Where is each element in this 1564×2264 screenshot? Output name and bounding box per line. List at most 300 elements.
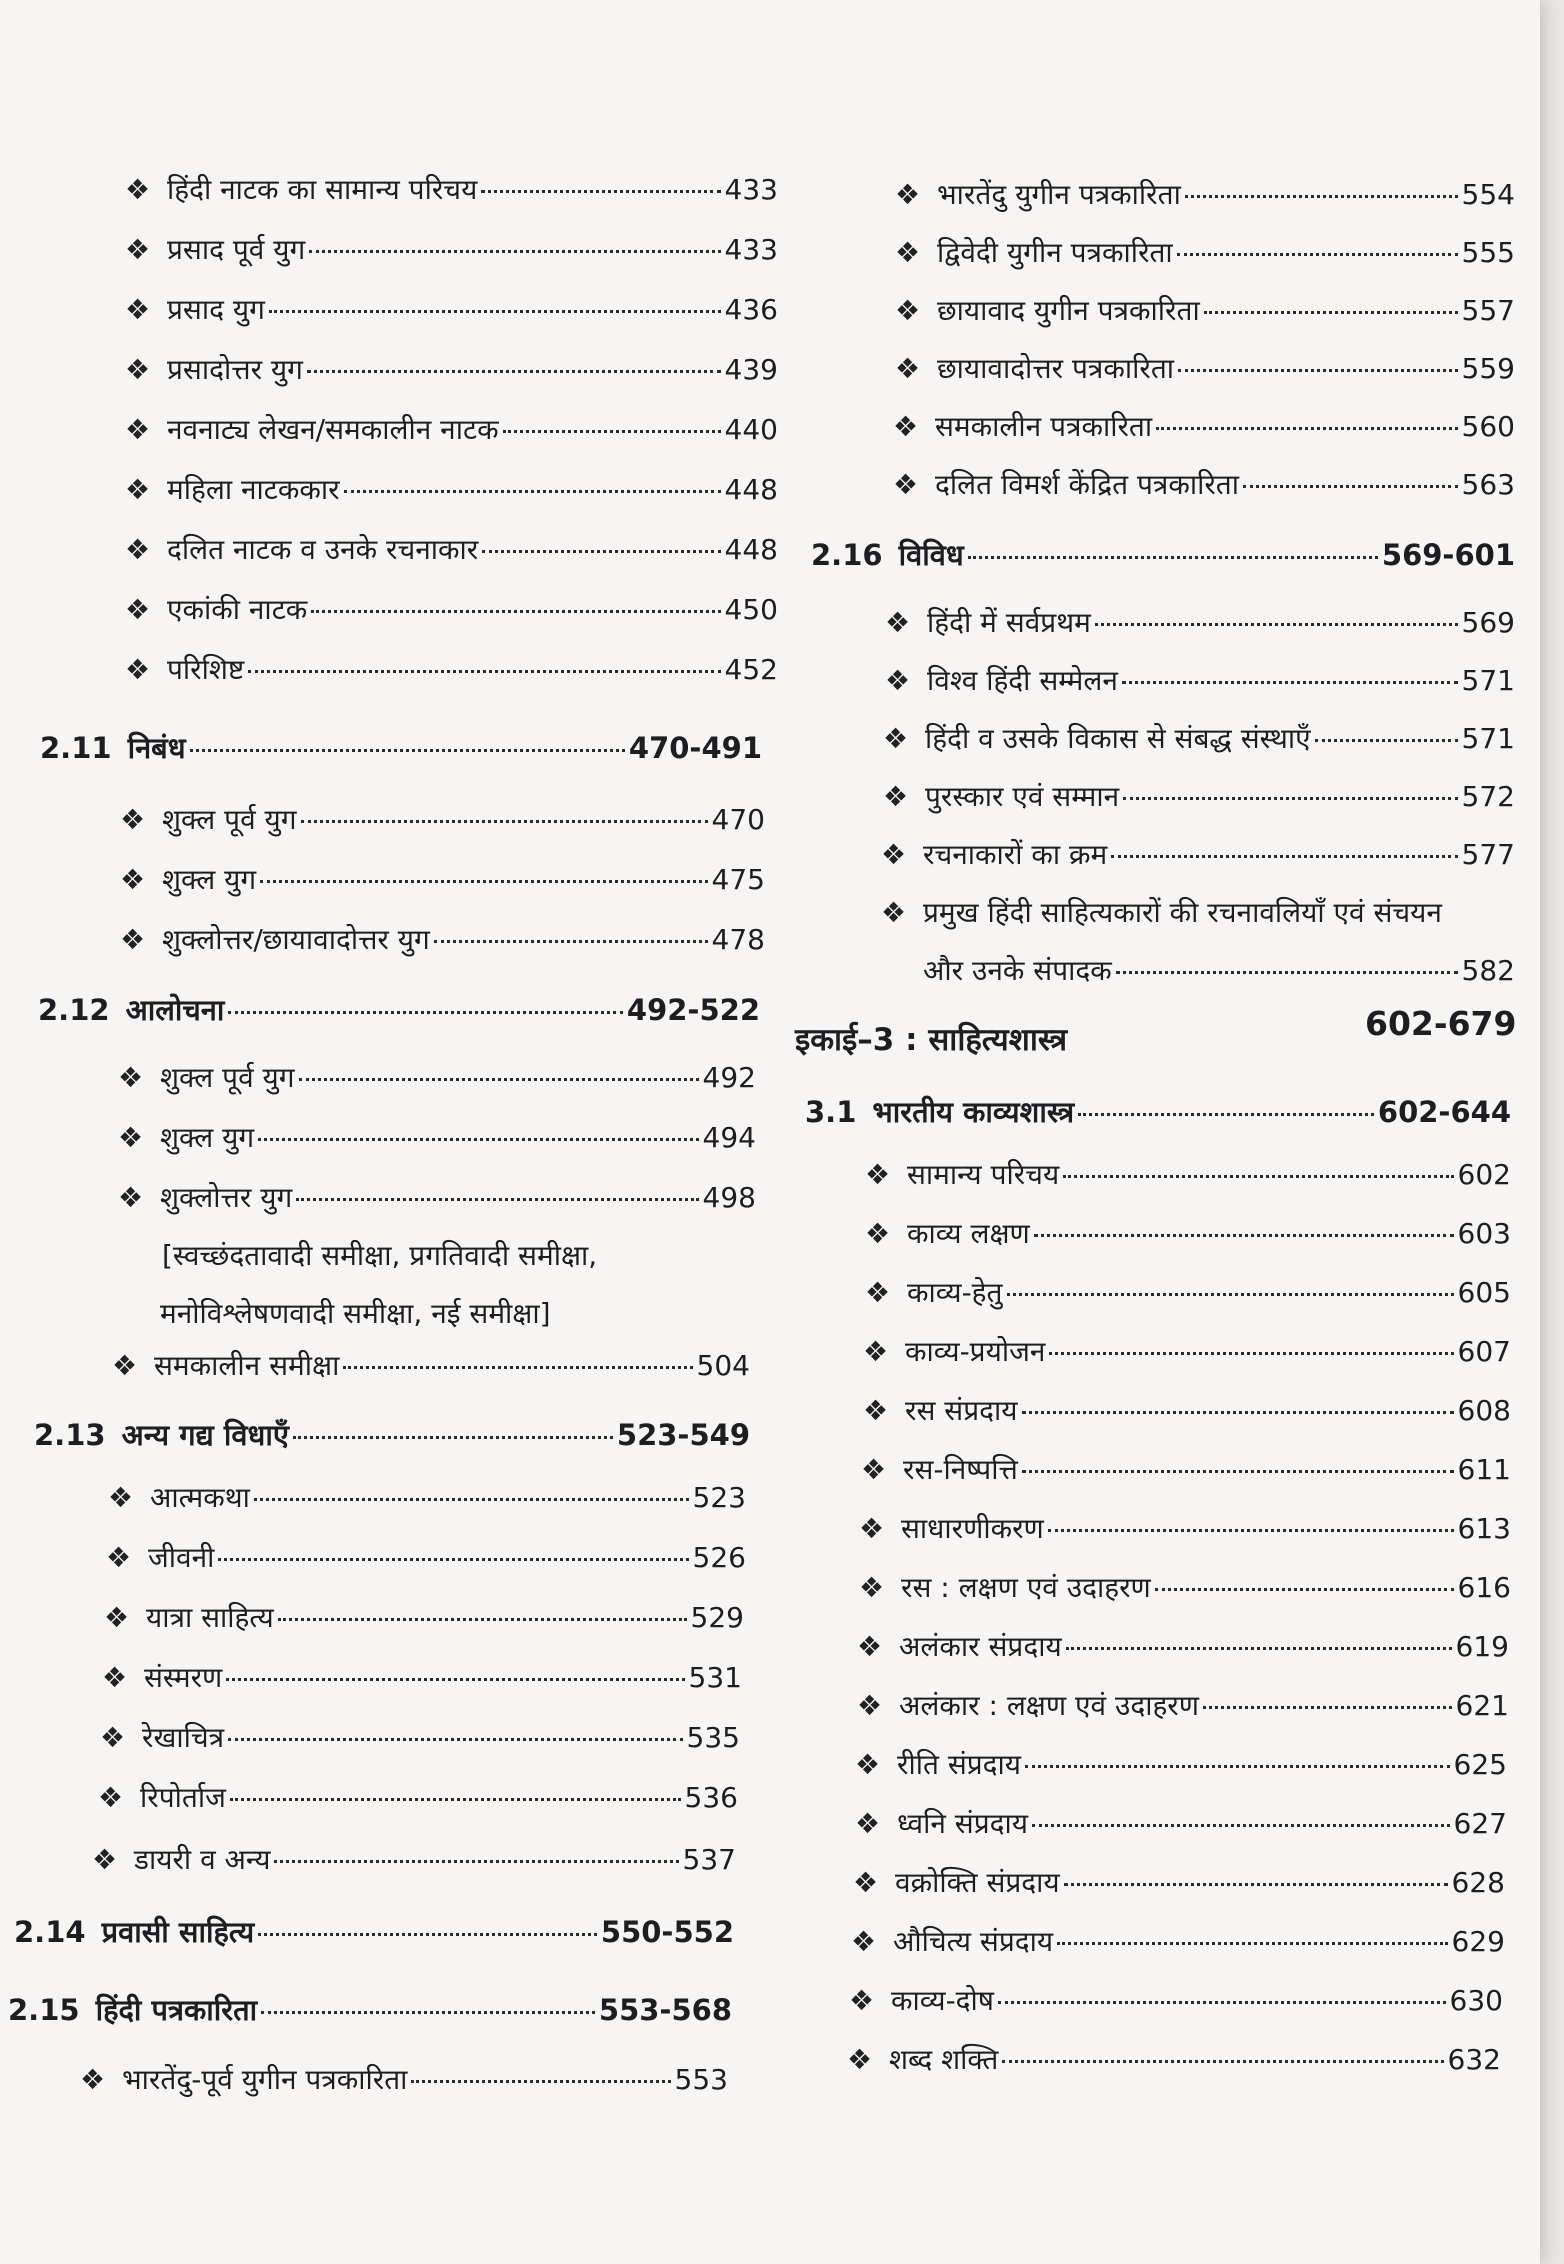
toc-entry [865,1273,1511,1311]
bullet-icon: ❖ [863,1335,889,1368]
toc-entry-page: 571 [1461,722,1515,755]
toc-entry-page: 436 [724,293,778,326]
section-number: 3.1 [805,1095,857,1129]
section-number: 2.15 [8,1993,80,2027]
toc-entry [895,349,1515,387]
toc-entry-page: 627 [1453,1807,1507,1840]
toc-entry-page: 605 [1457,1276,1511,1309]
dot-leader [1095,623,1458,626]
bullet-icon: ❖ [125,173,151,206]
bullet-icon: ❖ [855,1807,881,1840]
dot-leader [228,1738,682,1741]
toc-entry-page: 537 [682,1843,736,1876]
toc-entry-page: 433 [724,233,778,266]
toc-entry [104,1598,744,1636]
bullet-icon: ❖ [125,293,151,326]
bullet-icon: ❖ [893,410,919,443]
dot-leader [343,1366,692,1369]
bullet-icon: ❖ [895,294,921,327]
toc-section-2-11 [40,728,762,767]
section-title: हिंदी पत्रकारिता [95,1993,258,2027]
dot-leader [309,250,720,253]
toc-entry [106,1538,746,1576]
toc-entry-label: प्रसाद पूर्व युग [167,233,306,266]
dot-leader [1116,971,1458,974]
toc-entry-page: 478 [711,923,765,956]
toc-entry-page: 557 [1461,294,1515,327]
toc-entry-label: रस-निष्पत्ति [903,1453,1018,1486]
toc-entry [847,2040,1501,2078]
toc-entry-label: एकांकी नाटक [167,593,308,626]
toc-entry-continuation [923,951,1515,989]
toc-entry [125,170,778,208]
bullet-icon: ❖ [118,1181,144,1214]
bullet-icon: ❖ [125,413,151,446]
toc-entry-page: 560 [1461,410,1515,443]
toc-entry-label: और उनके संपादक [923,954,1112,987]
dot-leader [218,1558,688,1561]
toc-entry-label: छायावादोत्तर पत्रकारिता [937,352,1175,385]
toc-entry-label: रस संप्रदाय [905,1394,1018,1427]
bullet-icon: ❖ [895,352,921,385]
dot-leader [1063,1175,1453,1178]
dot-leader [481,190,720,193]
dot-leader [344,490,721,493]
toc-entry-page: 630 [1449,1984,1503,2017]
section-pages: 470-491 [628,731,762,765]
toc-entry-page: 450 [724,593,778,626]
toc-entry-label: संस्मरण [144,1661,223,1694]
bullet-icon: ❖ [125,653,151,686]
dot-leader [254,1498,689,1501]
toc-entry-page: 433 [724,173,778,206]
section-pages: 569-601 [1381,538,1515,572]
bullet-icon: ❖ [118,1061,144,1094]
dot-leader [258,1138,698,1141]
dot-leader [307,370,721,373]
bullet-icon: ❖ [108,1481,134,1514]
toc-entry [100,1718,740,1756]
toc-entry-page: 475 [711,863,765,896]
toc-entry-label: शुक्ल युग [160,1121,255,1154]
bullet-icon: ❖ [865,1158,891,1191]
toc-entry [863,1332,1511,1370]
toc-entry-page: 582 [1461,954,1515,987]
toc-entry-page: 559 [1461,352,1515,385]
toc-entry-label: महिला नाटककार [167,473,340,506]
dot-leader [1078,1113,1374,1116]
dot-leader [1155,1588,1454,1591]
toc-entry-page: 621 [1455,1689,1509,1722]
toc-entry-label: डायरी व अन्य [134,1843,271,1876]
toc-entry-label: पुरस्कार एवं सम्मान [925,780,1120,813]
bullet-icon: ❖ [865,1276,891,1309]
toc-entry-page: 625 [1453,1748,1507,1781]
bullet-icon: ❖ [865,1217,891,1250]
toc-entry [851,1922,1505,1960]
toc-entry-label: यात्रा साहित्य [146,1601,274,1634]
toc-entry-label: रचनाकारों का क्रम [923,838,1108,871]
section-pages: 553-568 [598,1993,732,2027]
dot-leader [434,940,708,943]
dot-leader [1204,311,1458,314]
toc-entry [102,1658,742,1696]
dot-leader [226,1678,684,1681]
toc-entry-label: रेखाचित्र [142,1721,225,1754]
toc-entry-page: 555 [1461,236,1515,269]
toc-entry [125,530,778,568]
toc-entry-page: 492 [702,1061,756,1094]
toc-entry-page: 470 [711,803,765,836]
section-title: आलोचना [125,993,225,1027]
toc-section-2-12 [38,990,760,1029]
bullet-icon: ❖ [863,1394,889,1427]
toc-entry [881,835,1515,873]
unit-title: इकाई–3 : साहित्यशास्त्र [795,1022,1068,1058]
toc-entry-page: 629 [1451,1925,1505,1958]
dot-leader [258,1933,597,1936]
toc-section-2-13 [34,1415,750,1454]
bullet-icon: ❖ [102,1661,128,1694]
bullet-icon: ❖ [855,1748,881,1781]
dot-leader [1049,1352,1453,1355]
toc-entry-label: सामान्य परिचय [907,1158,1060,1191]
toc-entry-label: काव्य-प्रयोजन [905,1335,1046,1368]
toc-entry [125,350,778,388]
dot-leader [1034,1234,1454,1237]
toc-entry-label: औचित्य संप्रदाय [893,1925,1054,1958]
dot-leader [228,1011,622,1014]
toc-entry-label: रिपोर्ताज [140,1781,226,1814]
toc-entry [893,465,1515,503]
bullet-icon: ❖ [861,1453,887,1486]
bullet-icon: ❖ [118,1121,144,1154]
dot-leader [278,1618,687,1621]
bullet-icon: ❖ [92,1843,118,1876]
toc-entry-label: विश्व हिंदी सम्मेलन [927,664,1118,697]
dot-leader [1007,1293,1454,1296]
bullet-icon: ❖ [125,233,151,266]
section-number: 2.13 [34,1418,106,1452]
toc-entry-page: 526 [692,1541,746,1574]
toc-entry [865,1155,1511,1193]
section-title: अन्य गद्य विधाएँ [121,1418,289,1452]
toc-entry-page: 577 [1461,838,1515,871]
toc-entry [125,650,778,688]
section-pages: 492-522 [626,993,760,1027]
toc-entry [125,410,778,448]
section-number: 2.11 [40,731,112,765]
dot-leader [274,1860,678,1863]
toc-entry [857,1686,1509,1724]
toc-entry-page: 616 [1457,1571,1511,1604]
section-title: विविध [898,538,964,572]
toc-entry-page: 571 [1461,664,1515,697]
dot-leader [1032,1824,1450,1827]
dot-leader [968,556,1378,559]
section-pages: 550-552 [600,1915,734,1949]
toc-entry-label: छायावाद युगीन पत्रकारिता [937,294,1200,327]
toc-entry [855,1745,1507,1783]
toc-entry-page: 440 [724,413,778,446]
dot-leader [1177,253,1458,256]
toc-entry [895,175,1515,213]
dot-leader [230,1798,681,1801]
toc-entry-label: भारतेंदु-पूर्व युगीन पत्रकारिता [122,2063,408,2096]
bullet-icon: ❖ [857,1689,883,1722]
toc-entry-label: जीवनी [148,1541,215,1574]
dot-leader [482,550,720,553]
bullet-icon: ❖ [895,236,921,269]
dot-leader [1185,195,1458,198]
toc-entry-label: हिंदी व उसके विकास से संबद्ध संस्थाएँ [925,722,1311,755]
dot-leader [1066,1647,1452,1650]
toc-entry-label: समकालीन पत्रकारिता [935,410,1153,443]
section-number: 2.16 [811,538,883,572]
bullet-icon: ❖ [125,473,151,506]
toc-entry-page: 553 [674,2063,728,2096]
toc-entry-label: साधारणीकरण [901,1512,1044,1545]
toc-entry [118,1118,756,1156]
toc-entry-label: वक्रोक्ति संप्रदाय [895,1866,1060,1899]
toc-entry-page: 523 [692,1481,746,1514]
toc-entry-label: प्रसादोत्तर युग [167,353,303,386]
toc-entry [108,1478,746,1516]
toc-entry [125,290,778,328]
toc-entry-label: प्रमुख हिंदी साहित्यकारों की रचनावलियाँ एवं संचयन [923,896,1442,929]
toc-note-line: मनोविश्लेषणवादी समीक्षा, नई समीक्षा] [160,1297,551,1330]
toc-entry-page: 529 [690,1601,744,1634]
bullet-icon: ❖ [125,593,151,626]
toc-entry [865,1214,1511,1252]
dot-leader [1122,681,1458,684]
toc-entry-page: 619 [1455,1630,1509,1663]
toc-entry-label: रीति संप्रदाय [897,1748,1022,1781]
bullet-icon: ❖ [120,923,146,956]
bullet-icon: ❖ [895,178,921,211]
toc-entry [883,777,1515,815]
toc-entry-label: आत्मकथा [150,1481,250,1514]
toc-entry [118,1058,756,1096]
toc-entry [895,233,1515,271]
bullet-icon: ❖ [104,1601,130,1634]
toc-entry-page: 632 [1447,2043,1501,2076]
toc-entry-label: दलित विमर्श केंद्रित पत्रकारिता [935,468,1239,501]
toc-entry-page: 494 [702,1121,756,1154]
toc-entry-page: 498 [702,1181,756,1214]
dot-leader [998,2001,1446,2004]
dot-leader [311,610,720,613]
toc-entry-label: अलंकार संप्रदाय [899,1630,1062,1663]
bullet-icon: ❖ [851,1925,877,1958]
toc-entry-label: शुक्ल पूर्व युग [160,1061,295,1094]
bullet-icon: ❖ [120,803,146,836]
dot-leader [190,749,625,752]
dot-leader [411,2080,670,2083]
dot-leader [261,2011,595,2014]
dot-leader [248,670,720,673]
toc-entry [849,1981,1503,2019]
toc-entry [859,1509,1511,1547]
bullet-icon: ❖ [849,1984,875,2017]
section-title: प्रवासी साहित्य [101,1915,255,1949]
toc-entry-label: द्विवेदी युगीन पत्रकारिता [937,236,1173,269]
toc-entry-label: दलित नाटक व उनके रचनाकार [167,533,479,566]
dot-leader [1315,739,1458,742]
bullet-icon: ❖ [883,722,909,755]
toc-entry [120,800,765,838]
section-pages: 602-644 [1377,1095,1511,1129]
toc-entry-page: 572 [1461,780,1515,813]
toc-entry-page: 536 [684,1781,738,1814]
toc-entry-label: काव्य-दोष [891,1984,994,2017]
toc-entry [863,1391,1511,1429]
toc-entry [80,2060,728,2098]
toc-section-3-1 [805,1092,1511,1131]
bullet-icon: ❖ [98,1781,124,1814]
dot-leader [1203,1706,1452,1709]
toc-entry-page: 603 [1457,1217,1511,1250]
toc-entry-label: शब्द शक्ति [889,2043,999,2076]
toc-entry-label: भारतेंदु युगीन पत्रकारिता [937,178,1181,211]
toc-entry-label: शुक्लोत्तर/छायावादोत्तर युग [162,923,430,956]
toc-note-line: [स्वच्छंदतावादी समीक्षा, प्रगतिवादी समीक्षा, [162,1239,598,1272]
dot-leader [1156,427,1457,430]
toc-section-2-16 [811,535,1515,574]
dot-leader [269,310,721,313]
toc-entry [861,1450,1511,1488]
bullet-icon: ❖ [125,533,151,566]
toc-entry [125,470,778,508]
toc-entry [112,1346,750,1384]
toc-entry [859,1568,1511,1606]
section-title: निबंध [127,731,186,765]
toc-entry-label: ध्वनि संप्रदाय [897,1807,1029,1840]
bullet-icon: ❖ [893,468,919,501]
toc-entry-label: हिंदी नाटक का सामान्य परिचय [167,173,478,206]
toc-entry-page: 504 [696,1349,750,1382]
toc-entry-label: हिंदी में सर्वप्रथम [927,606,1091,639]
section-title: भारतीय काव्यशास्त्र [872,1095,1075,1129]
bullet-icon: ❖ [853,1866,879,1899]
toc-entry [885,603,1515,641]
toc-entry-label: रस : लक्षण एवं उदाहरण [901,1571,1151,1604]
toc-entry-label: नवनाट्य लेखन/समकालीन नाटक [167,413,499,446]
toc-entry-label: शुक्ल पूर्व युग [162,803,297,836]
toc-entry [855,1804,1507,1842]
toc-entry [118,1178,756,1216]
toc-entry [893,407,1515,445]
section-pages: 523-549 [616,1418,750,1452]
dot-leader [1178,369,1458,372]
toc-entry-page: 448 [724,533,778,566]
toc-entry-page: 531 [688,1661,742,1694]
toc-entry-label: अलंकार : लक्षण एवं उदाहरण [899,1689,1200,1722]
dot-leader [1243,485,1458,488]
bullet-icon: ❖ [112,1349,138,1382]
toc-entry-label: काव्य लक्षण [907,1217,1030,1250]
toc-entry-page: 452 [724,653,778,686]
toc-entry-page: 628 [1451,1866,1505,1899]
toc-entry-page: 613 [1457,1512,1511,1545]
toc-entry [120,860,765,898]
toc-entry-page: 611 [1457,1453,1511,1486]
toc-entry-page: 563 [1461,468,1515,501]
bullet-icon: ❖ [859,1571,885,1604]
bullet-icon: ❖ [883,780,909,813]
dot-leader [1048,1529,1454,1532]
bullet-icon: ❖ [80,2063,106,2096]
dot-leader [293,1436,613,1439]
dot-leader [260,880,707,883]
bullet-icon: ❖ [120,863,146,896]
bullet-icon: ❖ [100,1721,126,1754]
toc-entry-multiline [881,893,1515,931]
toc-entry [120,920,765,958]
dot-leader [1064,1883,1448,1886]
dot-leader [1123,797,1457,800]
bullet-icon: ❖ [881,838,907,871]
section-number: 2.12 [38,993,110,1027]
dot-leader [1025,1765,1450,1768]
toc-entry-page: 607 [1457,1335,1511,1368]
bullet-icon: ❖ [106,1541,132,1574]
bullet-icon: ❖ [125,353,151,386]
toc-entry-label: शुक्ल युग [162,863,257,896]
dot-leader [503,430,721,433]
dot-leader [1057,1942,1447,1945]
bullet-icon: ❖ [847,2043,873,2076]
toc-entry [92,1840,736,1878]
toc-entry-label: प्रसाद युग [167,293,265,326]
toc-entry-label: शुक्लोत्तर युग [160,1181,293,1214]
bullet-icon: ❖ [859,1512,885,1545]
toc-entry-page: 554 [1461,178,1515,211]
dot-leader [1002,2060,1443,2063]
unit-pages: 602-679 [1365,1004,1517,1043]
toc-entry-page: 448 [724,473,778,506]
dot-leader [301,820,708,823]
section-number: 2.14 [14,1915,86,1949]
bullet-icon: ❖ [885,606,911,639]
toc-entry [857,1627,1509,1665]
toc-entry-label: समकालीन समीक्षा [154,1349,340,1382]
toc-entry [885,661,1515,699]
bullet-icon: ❖ [885,664,911,697]
bullet-icon: ❖ [857,1630,883,1663]
toc-entry-page: 602 [1457,1158,1511,1191]
bullet-icon: ❖ [881,896,907,929]
toc-entry [895,291,1515,329]
toc-section-2-15 [8,1990,732,2029]
toc-entry-page: 439 [724,353,778,386]
toc-section-2-14 [14,1912,734,1951]
toc-entry [98,1778,738,1816]
toc-entry-page: 535 [686,1721,740,1754]
toc-entry [883,719,1515,757]
dot-leader [1022,1470,1454,1473]
dot-leader [299,1078,699,1081]
dot-leader [1111,855,1457,858]
toc-entry-label: काव्य-हेतु [907,1276,1003,1309]
toc-entry-page: 608 [1457,1394,1511,1427]
toc-entry [125,230,778,268]
toc-entry-page: 569 [1461,606,1515,639]
toc-entry [125,590,778,628]
toc-entry [853,1863,1505,1901]
dot-leader [296,1198,698,1201]
dot-leader [1022,1411,1454,1414]
